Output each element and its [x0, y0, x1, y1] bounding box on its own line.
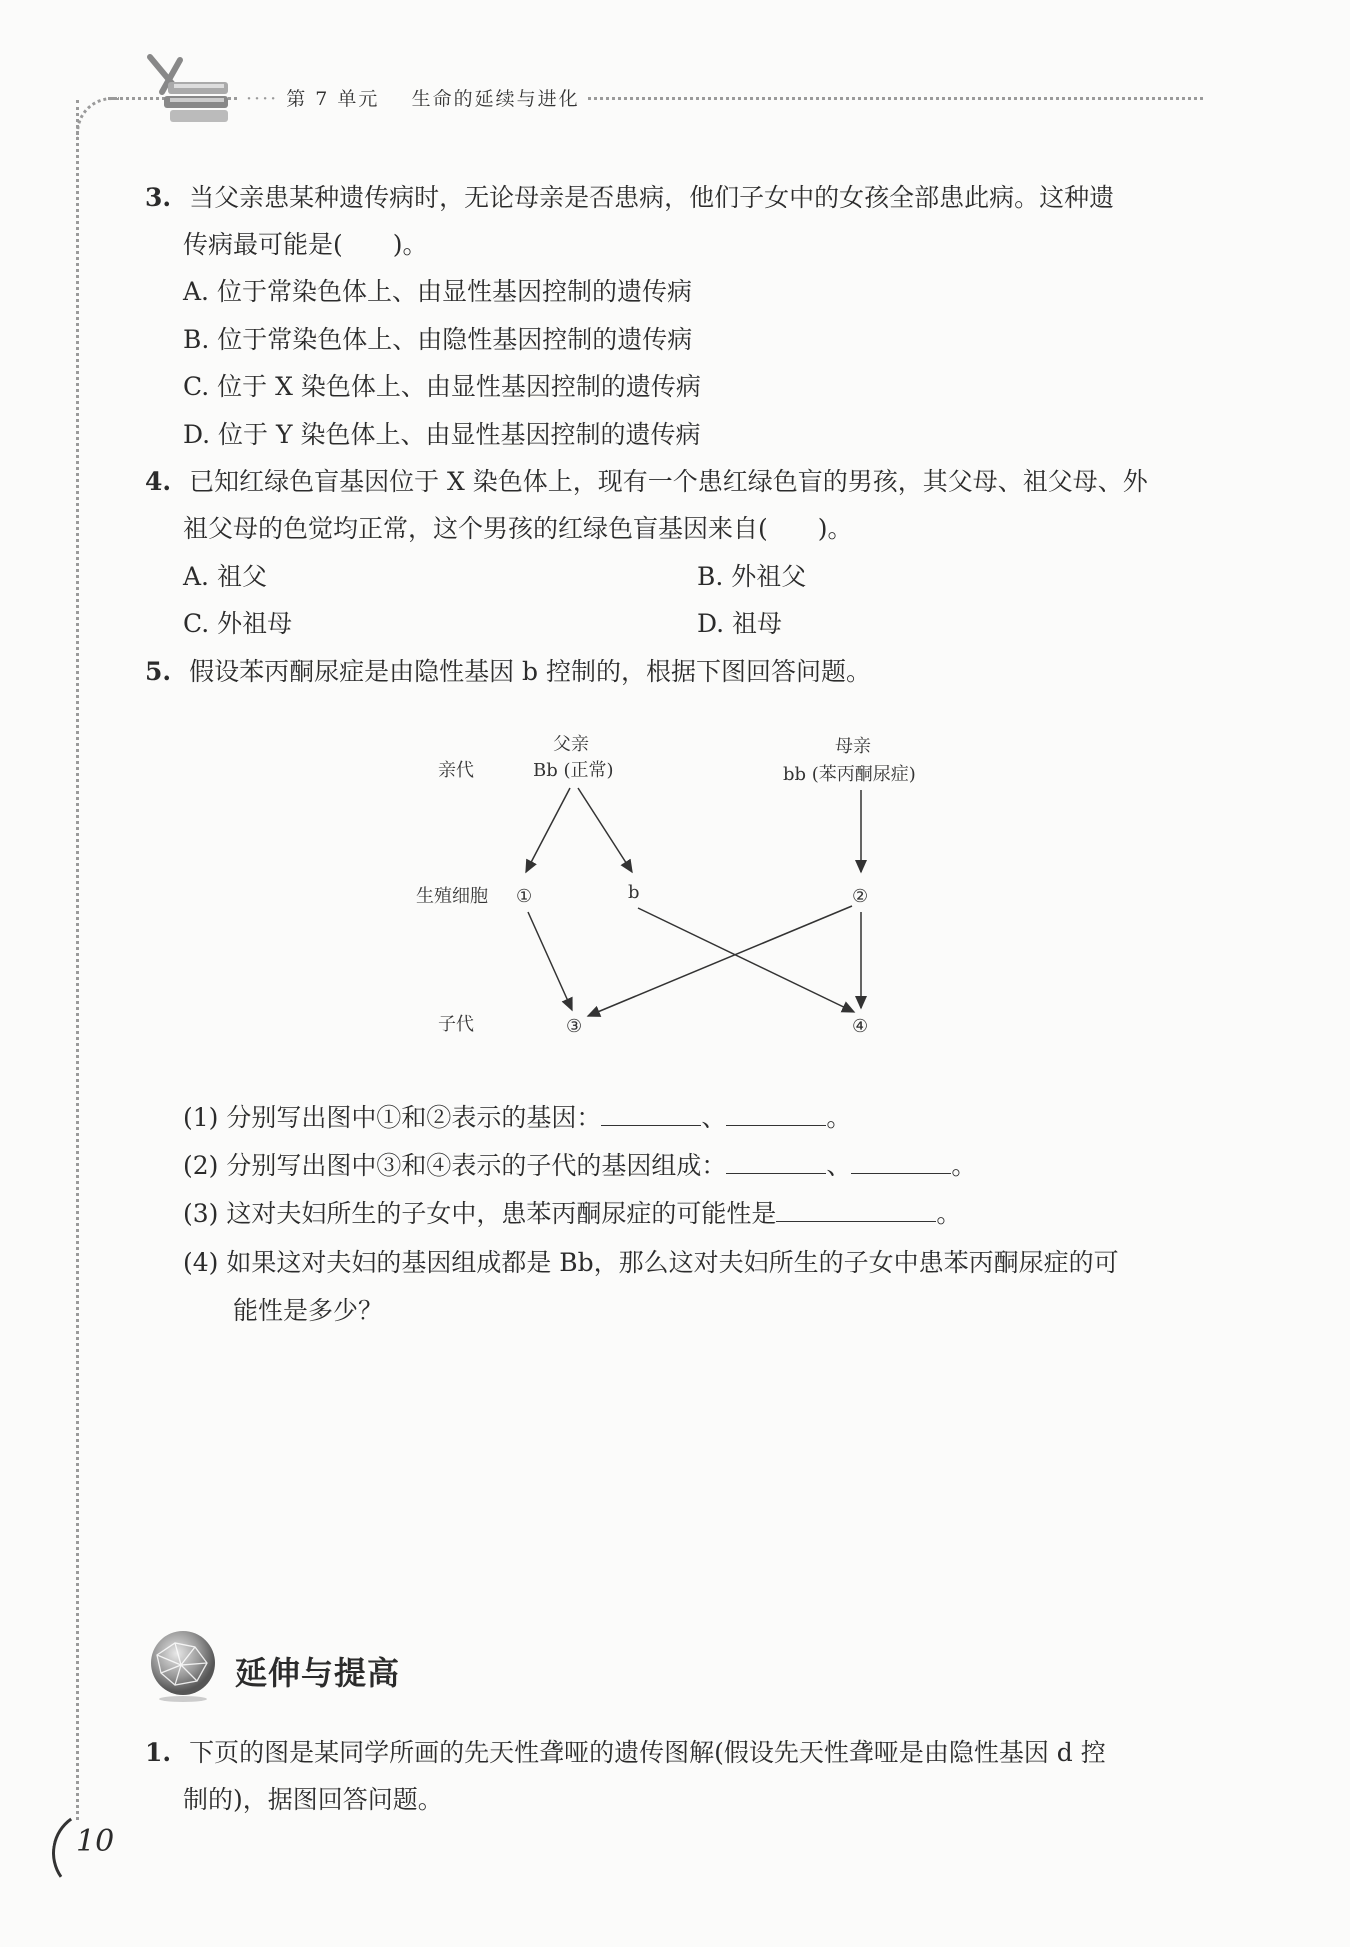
q3-stem-line2: 传病最可能是( )。 — [183, 230, 428, 259]
child-4: ④ — [852, 1016, 869, 1037]
mother-genotype: bb (苯丙酮尿症) — [783, 764, 916, 785]
child-3: ③ — [566, 1016, 583, 1037]
q5-sub4-line2: 能性是多少？ — [233, 1296, 384, 1325]
row-label-parent: 亲代 — [438, 760, 474, 781]
q3-stem-line1: 3. 当父亲患某种遗传病时，无论母亲是否患病，他们子女中的女孩全部患此病。这种遗 — [145, 183, 1115, 212]
books-icon — [140, 52, 240, 136]
inheritance-diagram — [400, 720, 960, 1054]
arrow-father-to-1 — [526, 788, 570, 872]
q5-sub4-line1: (4) 如果这对夫妇的基因组成都是 Bb，那么这对夫妇所生的子女中患苯丙酮尿症的可 — [183, 1248, 1119, 1277]
q4-stem-line2: 祖父母的色觉均正常，这个男孩的红绿色盲基因来自( )。 — [183, 514, 853, 543]
row-label-child: 子代 — [438, 1014, 474, 1035]
mother-label: 母亲 — [835, 736, 871, 757]
arrow-2-to-3 — [588, 906, 852, 1016]
q5-number: 5. — [145, 657, 172, 686]
q3-option-d: D. 位于 Y 染色体上、由显性基因控制的遗传病 — [183, 420, 701, 449]
q3-option-b: B. 位于常染色体上、由隐性基因控制的遗传病 — [183, 325, 693, 354]
answer-blank-1a[interactable] — [601, 1103, 701, 1126]
father-genotype: Bb (正常) — [533, 760, 614, 781]
gamete-2: ② — [852, 886, 869, 907]
q5-stem: 5. 假设苯丙酮尿症是由隐性基因 b 控制的，根据下图回答问题。 — [145, 657, 871, 686]
arrow-1-to-3 — [528, 912, 572, 1010]
q4-option-a: A. 祖父 — [183, 562, 267, 591]
ext1-number: 1. — [145, 1738, 172, 1767]
ext1-line1: 1. 下页的图是某同学所画的先天性聋哑的遗传图解(假设先天性聋哑是由隐性基因 d 控 — [145, 1738, 1106, 1767]
q3-option-a: A. 位于常染色体上、由显性基因控制的遗传病 — [183, 277, 692, 306]
q5-sub2: (2) 分别写出图中③和④表示的子代的基因组成： 、 。 — [183, 1151, 977, 1180]
row-label-gamete: 生殖细胞 — [416, 886, 488, 907]
answer-blank-2b[interactable] — [851, 1151, 951, 1174]
q3-option-c: C. 位于 X 染色体上、由显性基因控制的遗传病 — [183, 372, 701, 401]
unit-title: 生命的延续与进化 — [411, 88, 580, 110]
q4-option-c: C. 外祖母 — [183, 609, 293, 638]
unit-label: 第 7 单元 — [286, 88, 380, 110]
gamete-b: b — [628, 882, 640, 903]
answer-blank-1b[interactable] — [726, 1103, 826, 1126]
q4-option-b: B. 外祖父 — [697, 562, 807, 591]
arrow-father-to-b — [578, 788, 632, 872]
q3-number: 3. — [145, 183, 172, 212]
q5-sub3: (3) 这对夫妇所生的子女中，患苯丙酮尿症的可能性是 。 — [183, 1199, 962, 1228]
header-title: ···· 第 7 单元 生命的延续与进化 — [238, 84, 588, 111]
ext1-line2: 制的)，据图回答问题。 — [183, 1785, 443, 1814]
answer-blank-3[interactable] — [776, 1199, 936, 1222]
arrow-b-to-4 — [638, 908, 854, 1012]
q4-option-d: D. 祖母 — [697, 609, 783, 638]
q5-sub1: (1) 分别写出图中①和②表示的基因： 、 。 — [183, 1103, 852, 1132]
globe-network-icon — [145, 1625, 225, 1709]
gamete-1: ① — [516, 886, 533, 907]
left-dotted-rule — [76, 100, 79, 1820]
page-number: 10 — [76, 1824, 115, 1859]
answer-blank-2a[interactable] — [726, 1151, 826, 1174]
page-frame-corner — [76, 97, 119, 140]
q4-stem-line1: 4. 已知红绿色盲基因位于 X 染色体上，现有一个患红绿色盲的男孩，其父母、祖父母、外 — [145, 467, 1148, 496]
section-title: 延伸与提高 — [235, 1654, 401, 1692]
q4-number: 4. — [145, 467, 172, 496]
father-label: 父亲 — [553, 734, 589, 755]
